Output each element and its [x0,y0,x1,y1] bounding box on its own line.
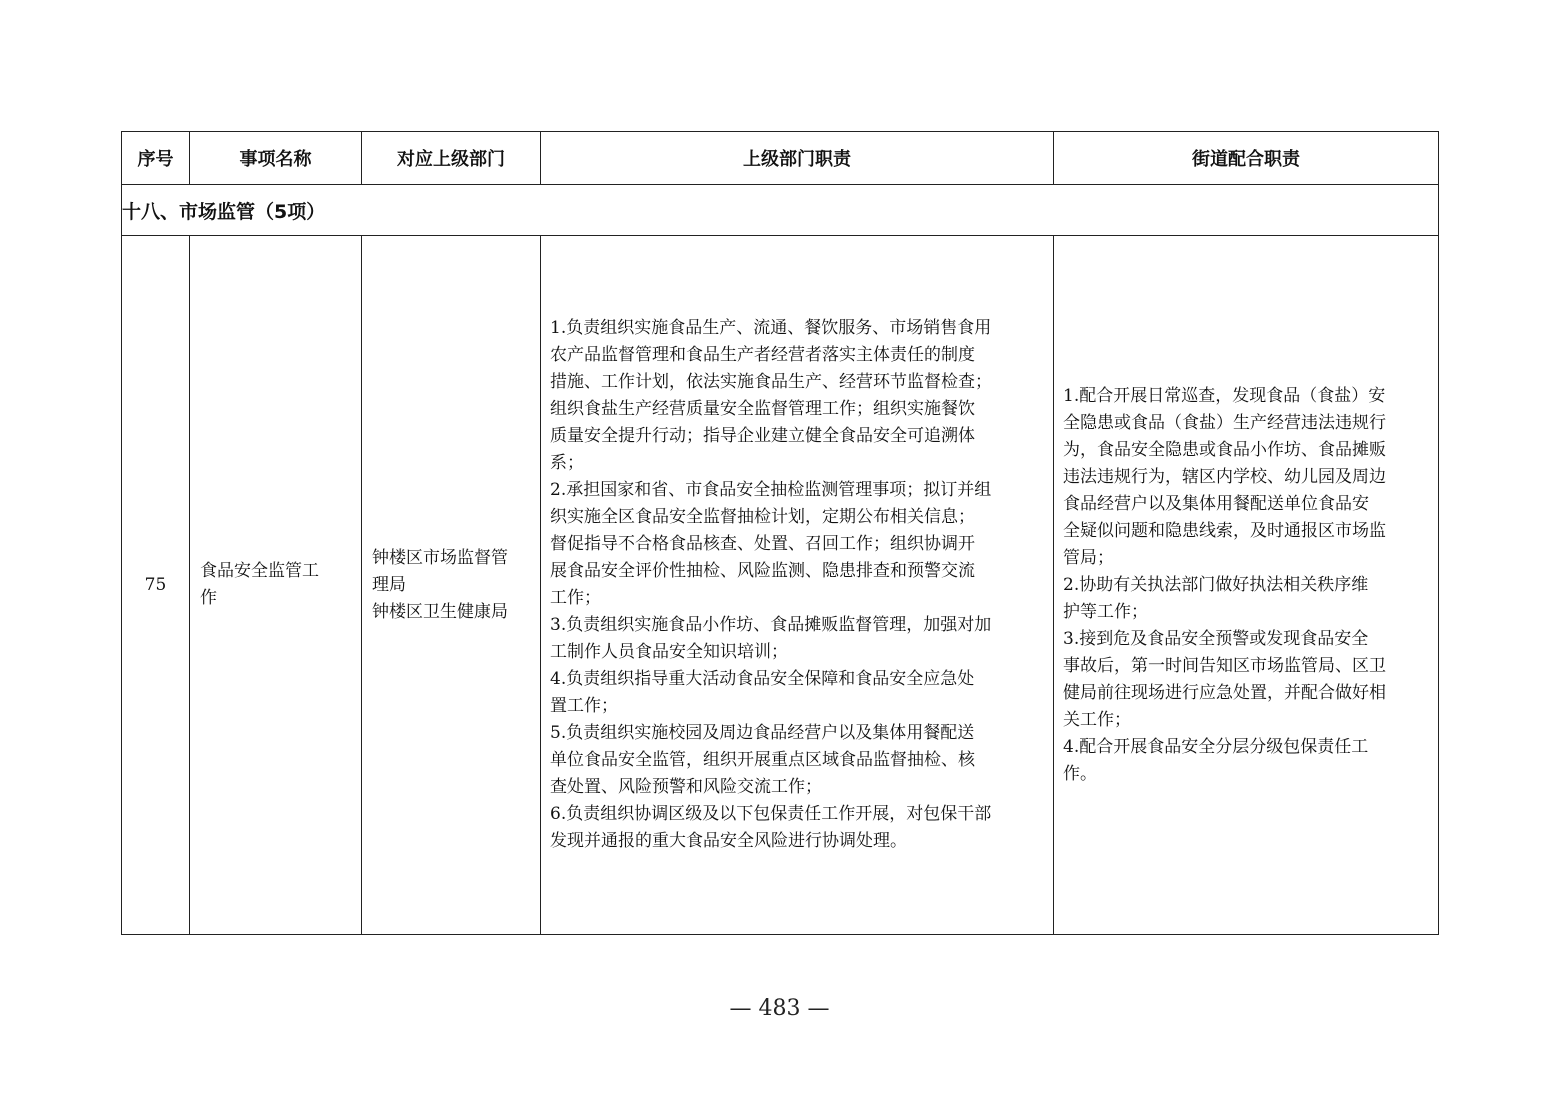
header-department: 对应上级部门 [362,132,541,185]
coop-line: 为，食品安全隐患或食品小作坊、食品摊贩 [1063,439,1386,460]
page-number: — 483 — [729,996,830,1021]
duty-line: 督促指导不合格食品核查、处置、召回工作；组织协调开 [550,534,975,554]
duty-line: 5.负责组织实施校园及周边食品经营户以及集体用餐配送 [550,723,975,743]
duty-line: 展食品安全评价性抽检、风险监测、隐患排查和预警交流 [550,561,975,581]
coop-line: 全疑似问题和隐患线索，及时通报区市场监 [1063,520,1386,541]
section-title: 十八、市场监管（5项） [122,185,1439,236]
coop-line: 关工作； [1063,709,1131,730]
duty-line: 发现并通报的重大食品安全风险进行协调处理。 [550,831,907,851]
header-street-duties: 街道配合职责 [1054,132,1439,185]
duty-line: 2.承担国家和省、市食品安全抽检监测管理事项；拟订并组 [550,480,992,500]
department-line: 理局 [372,574,406,595]
table-row [122,236,1439,935]
department-line: 钟楼区市场监督管 [372,547,508,568]
duty-line: 1.负责组织实施食品生产、流通、餐饮服务、市场销售食用 [550,318,992,338]
coop-line: 作。 [1063,763,1097,784]
coop-line: 护等工作； [1063,601,1148,622]
duty-line: 农产品监督管理和食品生产者经营者落实主体责任的制度 [550,345,975,365]
duty-line: 工制作人员食品安全知识培训； [550,642,788,662]
coop-line: 违法违规行为，辖区内学校、幼儿园及周边 [1063,466,1386,487]
duty-line: 组织食盐生产经营质量安全监督管理工作；组织实施餐饮 [550,399,975,419]
row-number: 75 [122,236,190,935]
department-duties-cell [541,236,1054,935]
coop-line: 3.接到危及食品安全预警或发现食品安全 [1063,628,1369,649]
coop-line: 2.协助有关执法部门做好执法相关秩序维 [1063,574,1369,595]
coop-line: 管局； [1063,547,1114,568]
street-duties-cell [1054,236,1439,935]
header-row [122,132,1439,185]
duty-line: 4.负责组织指导重大活动食品安全保障和食品安全应急处 [550,669,975,689]
duty-line: 措施、工作计划，依法实施食品生产、经营环节监督检查； [550,372,992,392]
coop-line: 4.配合开展食品安全分层分级包保责任工 [1063,736,1369,757]
duty-line: 织实施全区食品安全监督抽检计划，定期公布相关信息； [550,507,975,527]
department-line: 钟楼区卫生健康局 [372,601,508,622]
duty-line: 3.负责组织实施食品小作坊、食品摊贩监督管理，加强对加 [550,615,992,635]
duty-line: 单位食品安全监管，组织开展重点区域食品监督抽检、核 [550,750,975,770]
duty-line: 质量安全提升行动；指导企业建立健全食品安全可追溯体 [550,426,975,446]
header-number: 序号 [122,132,190,185]
item-name-line: 食品安全监管工 [200,561,319,581]
header-department-duties: 上级部门职责 [541,132,1054,185]
coop-line: 1.配合开展日常巡查，发现食品（食盐）安 [1063,385,1386,406]
duty-table [121,131,1439,935]
header-item-name: 事项名称 [190,132,362,185]
section-row [122,185,1439,236]
coop-line: 全隐患或食品（食盐）生产经营违法违规行 [1063,412,1386,433]
coop-line: 事故后，第一时间告知区市场监管局、区卫 [1063,655,1386,676]
item-name-line: 作 [200,588,217,608]
duty-line: 6.负责组织协调区级及以下包保责任工作开展，对包保干部 [550,804,992,824]
duty-line: 系； [550,453,584,473]
department-cell [362,236,541,935]
coop-line: 食品经营户以及集体用餐配送单位食品安 [1063,493,1369,514]
duty-line: 置工作； [550,696,618,716]
coop-line: 健局前往现场进行应急处置，并配合做好相 [1063,682,1386,703]
duty-line: 查处置、风险预警和风险交流工作； [550,777,822,797]
item-name-cell [190,236,362,935]
duty-line: 工作； [550,588,601,608]
